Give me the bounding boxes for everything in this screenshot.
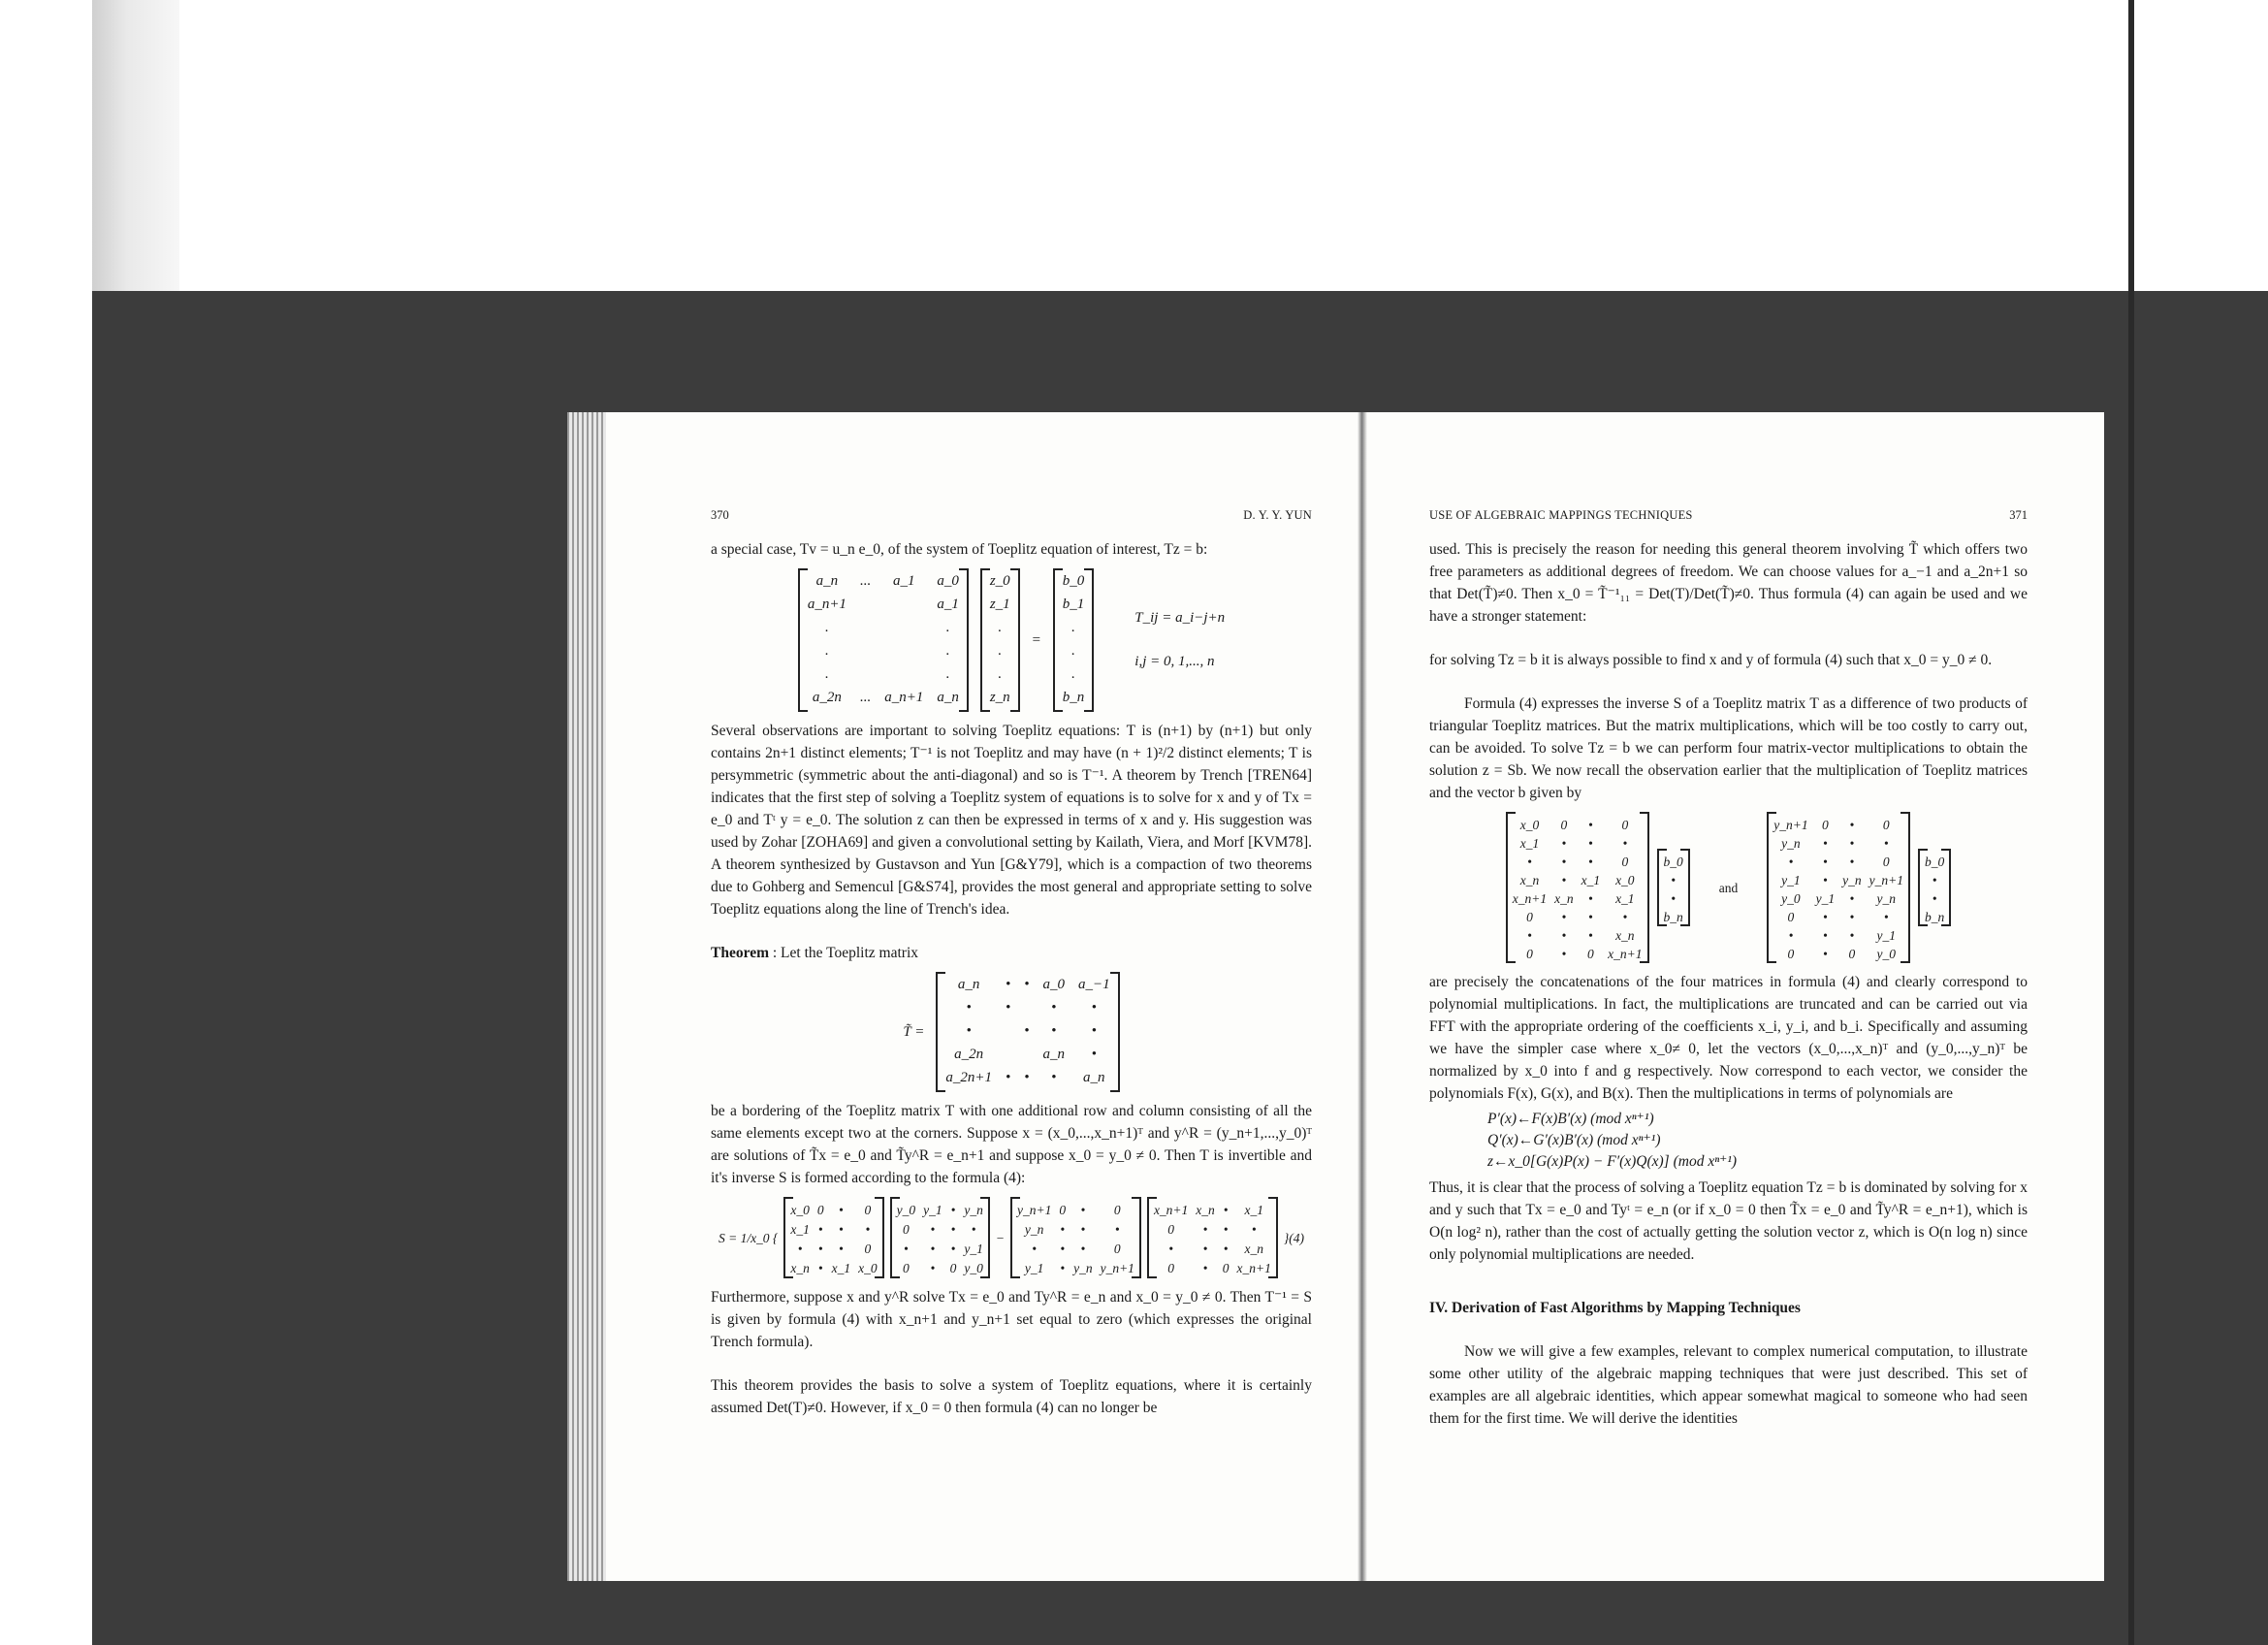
matrix-entry: y_0 [1781, 891, 1801, 906]
matrix-entry: . [825, 666, 829, 682]
matrix-entry: z_1 [989, 597, 1010, 612]
matrix-entry: a_n [815, 573, 839, 589]
matrix-entry: y_n [1842, 873, 1862, 887]
matrix-entry: y_n [1024, 1222, 1044, 1237]
matrix-entry: b_n [1924, 910, 1945, 924]
matrix-entry: • [1561, 910, 1567, 924]
polynomial-formulas [1487, 1109, 2028, 1173]
matrix-entry: • [1005, 977, 1011, 992]
matrix-entry: • [1822, 836, 1828, 851]
matrix-entry: • [1822, 855, 1828, 869]
matrix-entry [884, 640, 923, 663]
matrix-entry: • [1822, 910, 1828, 924]
basis-paragraph: This theorem provides the basis to solve a system of Toeplitz equations, where it is certainly assumed Det(T)≠0. However, if x_0 = 0 then formula (4) can no longer be [711, 1377, 1312, 1416]
vector-b-2 [1918, 849, 1951, 926]
observations-paragraph: Several observations are important to solving Toeplitz equations: T is (n+1) by (n+1) but only contains 2n+1 distinct elements; T⁻¹ is not Toeplitz and may have (n + 1)²/2 distinct elements; T is persymmetric (symmetric about the anti-diagonal) and so is T⁻¹. A theorem by Trench [TREN64] indicates that the first step of solving a Toeplitz system of equations is to solve for x and y of Tx = e_0 and Tᵗ y = e_0. The solution z can then be expressed in terms of x and y. His suggestion was used by Zohar [ZOHA69] and given a convolutional setting by Kailath, Viera, and Morf [KVM78]. A theorem synthesized by Gustavson and Yun [G&Y79], which is a compaction of two theorems due to Gohberg and Semencul [G&S74], provides the most general and appropriate setting to solve Toeplitz equations along the line of Trench's idea. [711, 723, 1312, 918]
matrix-entry [884, 663, 923, 687]
matrix-y-lower [1010, 1197, 1141, 1278]
page-number: 371 [2009, 508, 2028, 522]
matrix-entry: • [950, 1242, 956, 1256]
matrix-entry: y_1 [964, 1242, 983, 1256]
section-heading: IV. Derivation of Fast Algorithms by Mapping Techniques [1429, 1300, 1801, 1316]
matrix-entry [1006, 1020, 1010, 1044]
matrix-entry: y_n+1 [1773, 818, 1808, 832]
matrix-entry: 0 [864, 1242, 872, 1256]
matrix-entry: • [1671, 873, 1676, 887]
matrix-entry: 0 [1526, 947, 1533, 961]
matrix-entry: • [865, 1222, 871, 1237]
matrix-entry: • [930, 1242, 936, 1256]
matrix-a [798, 568, 969, 712]
matrix-entry: • [1168, 1242, 1173, 1256]
matrix-entry: • [817, 1222, 823, 1237]
matrix-entry: • [1091, 1000, 1097, 1016]
matrix-entry: x_1 [1244, 1203, 1263, 1217]
matrix-entry: a_n [1083, 1070, 1105, 1085]
matrix-entry: • [1932, 891, 1937, 906]
matrix-entry: x_1 [790, 1222, 810, 1237]
matrix-entry: a_n [937, 690, 959, 705]
index-range: i,j = 0, 1,..., n [1134, 654, 1215, 669]
matrix-entry: . [998, 620, 1003, 635]
matrix-entry: • [1114, 1222, 1120, 1237]
matrix-entry: • [1032, 1242, 1038, 1256]
matrix-entry: x_0 [858, 1261, 878, 1275]
page-edges [567, 412, 606, 1581]
left-running-head [711, 504, 1312, 527]
minus-sign: − [995, 1230, 1005, 1245]
matrix-entry: • [1561, 855, 1567, 869]
thus-paragraph: Thus, it is clear that the process of solving a Toeplitz equation Tz = b is dominated by solving for x and y such that Tx = e_0 and Tyᵗ = e_n (or if x_0 = 0 then T̃x = e_0 and T̃y^R = e_n+1), which is O(n log² n), rather than the cost of actually getting the solution vector z, which is O(n log n) since only polynomial multiplications are needed. [1429, 1179, 2028, 1263]
theorem-label: Theorem [711, 945, 769, 961]
matrix-entry: • [1788, 928, 1794, 943]
equation-concatenations [1429, 812, 2028, 963]
matrix-entry: • [1588, 836, 1593, 851]
matrix-entry: 0 [1113, 1242, 1121, 1256]
matrix-entry: x_n [790, 1261, 810, 1275]
equation-toeplitz-system [711, 568, 1312, 712]
matrix-entry: • [971, 1222, 976, 1237]
matrix-entry: 0 [1848, 947, 1856, 961]
matrix-entry: a_n [1042, 1047, 1065, 1062]
matrix-entry: • [1788, 855, 1794, 869]
matrix-entry: x_1 [1615, 891, 1635, 906]
equals-sign: = [1031, 631, 1041, 648]
matrix-entry: 0 [1882, 855, 1890, 869]
matrix-entry: 0 [1167, 1261, 1174, 1275]
matrix-entry: • [838, 1242, 844, 1256]
vector-b-1 [1657, 849, 1690, 926]
matrix-entry: • [1883, 910, 1889, 924]
matrix-entry: a_2n+1 [945, 1070, 992, 1085]
formula-4-paragraph: Formula (4) expresses the inverse S of a Toeplitz matrix T as a difference of two products of triangular Toeplitz matrices. But the matrix multiplications, which will be too costly to carry out, can be avoided. To solve Tz = b we can perform four matrix-vector multiplications to obtain the solution z = Sb. We now recall the observation earlier that the multiplication of Toeplitz matrices and the vector b given by [1429, 695, 2028, 801]
matrix-entry [860, 594, 871, 617]
matrix-entry: 0 [902, 1261, 910, 1275]
matrix-entry: ... [859, 690, 872, 705]
page-number: 370 [711, 508, 729, 522]
matrix-entry: • [1822, 928, 1828, 943]
matrix-entry: x_0 [1519, 818, 1540, 832]
matrix-entry: 0 [1167, 1222, 1174, 1237]
matrix-entry: b_1 [1062, 597, 1085, 612]
matrix-entry: • [1223, 1222, 1229, 1237]
matrix-entry: • [1060, 1222, 1066, 1237]
running-head-author: D. Y. Y. YUN [1243, 508, 1312, 522]
matrix-entry: 0 [1526, 910, 1533, 924]
polynomial-formula: P′(x)←F(x)B′(x) (mod xⁿ⁺¹) [1487, 1111, 1654, 1127]
matrix-entry: • [1561, 928, 1567, 943]
equation-bordered-matrix [711, 972, 1312, 1092]
matrix-entry [1024, 1044, 1029, 1067]
tij-definition: T_ij = a_i−j+n [1134, 610, 1226, 626]
matrix-entry [860, 663, 871, 687]
matrix-entry: y_n+1 [1100, 1261, 1134, 1275]
matrix-x-upper [1147, 1197, 1278, 1278]
matrix-entry: y_1 [1024, 1261, 1044, 1275]
matrix-entry: y_1 [923, 1203, 942, 1217]
matrix-entry: • [966, 1000, 972, 1016]
matrix-entry: x_1 [1519, 836, 1540, 851]
matrix-entry: x_0 [790, 1203, 810, 1217]
matrix-entry: • [1671, 891, 1676, 906]
matrix-entry: • [1251, 1222, 1257, 1237]
matrix-entry: . [945, 620, 950, 635]
matrix-entry: . [1071, 643, 1075, 659]
matrix-entry: a_2n [954, 1047, 984, 1062]
matrix-entry: • [1849, 855, 1855, 869]
scan-margin-strip [92, 0, 179, 291]
matrix-entry: • [1822, 873, 1828, 887]
matrix-entry: z_n [989, 690, 1010, 705]
matrix-entry: • [817, 1242, 823, 1256]
matrix-entry: . [825, 643, 829, 659]
matrix-entry: • [1005, 1070, 1011, 1085]
matrix-entry: • [930, 1222, 936, 1237]
matrix-entry [884, 594, 923, 617]
matrix-entry: . [945, 643, 950, 659]
matrix-entry: • [1849, 891, 1855, 906]
matrix-entry: • [1060, 1242, 1066, 1256]
matrix-entry: a_n [957, 977, 980, 992]
scan-edge [2128, 0, 2134, 1645]
matrix-entry: y_n [1073, 1261, 1093, 1275]
matrix-entry: x_n [1519, 873, 1540, 887]
matrix-entry: 0 [816, 1203, 824, 1217]
matrix-entry: x_1 [831, 1261, 851, 1275]
matrix-entry: • [1024, 977, 1030, 992]
matrix-entry: • [1622, 836, 1628, 851]
matrix-entry: • [903, 1242, 909, 1256]
matrix-entry: y_n [964, 1203, 983, 1217]
matrix-entry: y_n [1781, 836, 1801, 851]
matrix-entry: • [1588, 910, 1593, 924]
matrix-entry: a_1 [893, 573, 915, 589]
matrix-entry: a_2n [812, 690, 842, 705]
matrix-entry: x_n [1615, 928, 1635, 943]
matrix-entry: • [1561, 947, 1567, 961]
matrix-entry: • [1588, 818, 1593, 832]
formula-4-lhs: S = 1/x_0 { [718, 1230, 779, 1245]
matrix-entry [884, 617, 923, 640]
matrix-entry: 0 [1821, 818, 1829, 832]
and-word: and [1718, 880, 1739, 895]
matrix-entry: x_n [1244, 1242, 1263, 1256]
bordered-matrix-lhs: T̃ = [903, 1023, 925, 1040]
matrix-entry: • [838, 1203, 844, 1217]
matrix-y-upper [890, 1197, 990, 1278]
matrix-entry: • [966, 1023, 972, 1039]
right-page [1429, 504, 2028, 1430]
matrix-entry: 0 [1560, 818, 1568, 832]
matrix-entry: • [950, 1203, 956, 1217]
matrix-entry: y_0 [964, 1261, 983, 1275]
matrix-entry: • [1527, 928, 1532, 943]
matrix-entry: • [1091, 1023, 1097, 1039]
vector-z [980, 568, 1020, 712]
matrix-entry: y_0 [896, 1203, 916, 1217]
matrix-entry: . [825, 620, 829, 635]
matrix-entry: • [1588, 928, 1593, 943]
matrix-entry: • [1849, 818, 1855, 832]
matrix-entry: • [1091, 1047, 1097, 1062]
matrix-entry: • [1527, 855, 1532, 869]
matrix-entry: . [1071, 620, 1075, 635]
matrix-entry: 0 [864, 1203, 872, 1217]
matrix-y-concat [1767, 812, 1910, 963]
bordering-paragraph: be a bordering of the Toeplitz matrix T with one additional row and column consisting of all the same elements except two at the corners. Suppose x = (x_0,...,x_n+1)ᵀ and y^R = (y_n+1,...,y_0)ᵀ are solutions of T̃x = e_0 and T̃y^R = e_n+1 and suppose x_0 = y_0 ≠ 0. Then T is invertible and it's inverse S is formed according to the formula (4): [711, 1103, 1312, 1186]
matrix-entry: x_n+1 [1236, 1261, 1271, 1275]
matrix-entry: • [1080, 1203, 1086, 1217]
matrix-entry: x_n [1554, 891, 1574, 906]
matrix-entry: • [1005, 1000, 1011, 1016]
intro-text: a special case, Tv = u_n e_0, of the system of Toeplitz equation of interest, Tz = b: [711, 541, 1208, 558]
matrix-entry: y_1 [1781, 873, 1801, 887]
matrix-entry: • [1051, 1070, 1057, 1085]
matrix-entry: 0 [1222, 1261, 1230, 1275]
matrix-entry [1006, 1044, 1010, 1067]
matrix-entry: 0 [1787, 947, 1795, 961]
matrix-entry: b_n [1062, 690, 1085, 705]
matrix-entry: 0 [949, 1261, 957, 1275]
matrix-entry: • [1051, 1000, 1057, 1016]
matrix-entry: • [817, 1261, 823, 1275]
left-page [711, 504, 1312, 1419]
equation-formula-4 [711, 1197, 1312, 1278]
matrix-entry: 0 [1587, 947, 1594, 961]
matrix-entry: a_0 [937, 573, 959, 589]
theorem-text: : Let the Toeplitz matrix [772, 945, 919, 961]
matrix-entry: 0 [1059, 1203, 1067, 1217]
matrix-entry: • [1051, 1023, 1057, 1039]
matrix-entry [860, 617, 871, 640]
matrix-entry: y_n+1 [1869, 873, 1903, 887]
matrix-entry: • [1024, 1023, 1030, 1039]
polynomial-formula: Q′(x)←G′(x)B′(x) (mod xⁿ⁺¹) [1487, 1132, 1661, 1148]
matrix-entry: • [1932, 873, 1937, 887]
matrix-entry: • [1849, 928, 1855, 943]
theorem-statement [711, 942, 1312, 964]
matrix-entry: x_n+1 [1512, 891, 1548, 906]
matrix-entry: . [998, 643, 1003, 659]
matrix-entry: • [1024, 1070, 1030, 1085]
matrix-entry: x_0 [1615, 873, 1635, 887]
matrix-entry: • [1202, 1242, 1208, 1256]
matrix-entry: x_n+1 [1153, 1203, 1189, 1217]
matrix-entry: • [1060, 1261, 1066, 1275]
matrix-entry: • [1849, 910, 1855, 924]
matrix-entry: 0 [902, 1222, 910, 1237]
matrix-entry: y_n+1 [1016, 1203, 1052, 1217]
matrix-entry: • [1080, 1222, 1086, 1237]
matrix-entry: a_0 [1042, 977, 1065, 992]
matrix-entry: y_1 [1815, 891, 1836, 906]
formula-4-tag: }(4) [1283, 1230, 1305, 1245]
matrix-entry: • [1822, 947, 1828, 961]
matrix-x-concat [1506, 812, 1649, 963]
matrix-entry: • [1080, 1242, 1086, 1256]
matrix-entry: x_n [1196, 1203, 1215, 1217]
used-paragraph: used. This is precisely the reason for needing this general theorem involving T̃ which offers two free parameters as additional degrees of freedom. We can choose values for a_−1 and a_2n+1 so that Det(T̃)≠0. Then x_0 = T̃⁻¹₁₁ = Det(T)/Det(T̃)≠0. Thus formula (4) can again be used and we have a stronger statement: [1429, 541, 2028, 625]
matrix-entry: 0 [1621, 818, 1629, 832]
matrix-entry: • [838, 1222, 844, 1237]
matrix-entry: b_0 [1924, 855, 1945, 869]
bordered-matrix [936, 972, 1119, 1092]
matrix-entry: • [950, 1222, 956, 1237]
matrix-entry: b_0 [1062, 573, 1085, 589]
statement-paragraph: for solving Tz = b it is always possible to find x and y of formula (4) such that x_0 = y_0 ≠ 0. [1429, 652, 1993, 668]
matrix-entry [860, 640, 871, 663]
matrix-entry: ... [859, 573, 872, 589]
running-head-title: USE OF ALGEBRAIC MAPPINGS TECHNIQUES [1429, 508, 1693, 522]
matrix-entry: • [1588, 855, 1593, 869]
matrix-entry: a_−1 [1077, 977, 1110, 992]
matrix-entry: . [998, 666, 1003, 682]
matrix-entry: • [1223, 1203, 1229, 1217]
matrix-entry: • [1223, 1242, 1229, 1256]
right-running-head [1429, 504, 2028, 527]
equation-side-notes [1134, 607, 1225, 673]
matrix-x-lower [783, 1197, 883, 1278]
matrix-entry: . [945, 666, 950, 682]
matrix-entry: • [1202, 1222, 1208, 1237]
book-gutter [1358, 412, 1367, 1581]
matrix-entry: y_n [1876, 891, 1897, 906]
matrix-entry: a_n+1 [807, 597, 847, 612]
matrix-entry: • [797, 1242, 803, 1256]
examples-paragraph: Now we will give a few examples, relevant to complex numerical computation, to illustrate some other utility of the algebraic mapping techniques that were just described. This set of examples are all algebraic identities, which appear somewhat magical to someone who had seen them for the first time. We will derive the identities [1429, 1343, 2028, 1427]
matrix-entry: 0 [1882, 818, 1890, 832]
matrix-entry: • [1622, 910, 1628, 924]
furthermore-paragraph: Furthermore, suppose x and y^R solve Tx = e_0 and Ty^R = e_n and x_0 = y_0 ≠ 0. Then T⁻¹ = S is given by formula (4) with x_n+1 and y_n+1 set equal to zero (which expresses the original Trench formula). [711, 1289, 1312, 1350]
matrix-entry: y_1 [1876, 928, 1897, 943]
matrix-entry: • [1561, 873, 1567, 887]
matrix-entry: • [1588, 891, 1593, 906]
matrix-entry: b_n [1663, 910, 1683, 924]
concatenations-paragraph: are precisely the concatenations of the four matrices in formula (4) and clearly correspond to polynomial multiplications. In fact, the multiplications are truncated and can be carried out via FFT with the appropriate ordering of the coefficients x_i, y_i, and b_i. Specifically and assuming we have the simpler case where x_0≠ 0, let the vectors (x_0,...,x_n)ᵀ and (y_0,...,y_n)ᵀ be normalized by x_0 into f and g respectively. Now correspond to each vector, we consider the polynomials F(x), G(x), and B(x). Then the multiplications in terms of polynomials are [1429, 974, 2028, 1102]
matrix-entry: • [1561, 836, 1567, 851]
matrix-entry: b_0 [1663, 855, 1683, 869]
matrix-entry: 0 [1787, 910, 1795, 924]
matrix-entry: • [1849, 836, 1855, 851]
vector-b [1053, 568, 1095, 712]
matrix-entry: x_n+1 [1608, 947, 1643, 961]
polynomial-formula: z←x_0[G(x)P(x) − F′(x)Q(x)] (mod xⁿ⁺¹) [1487, 1153, 1738, 1170]
matrix-entry: • [1202, 1261, 1208, 1275]
matrix-entry: 0 [1621, 855, 1629, 869]
matrix-entry: x_1 [1581, 873, 1601, 887]
matrix-entry: a_n+1 [884, 690, 924, 705]
matrix-entry: • [1883, 836, 1889, 851]
matrix-entry: 0 [1113, 1203, 1121, 1217]
matrix-entry: • [930, 1261, 936, 1275]
matrix-entry: z_0 [989, 573, 1010, 589]
matrix-entry [1024, 997, 1029, 1020]
matrix-entry: a_1 [937, 597, 959, 612]
matrix-entry: . [1071, 666, 1075, 682]
matrix-entry: y_0 [1876, 947, 1897, 961]
